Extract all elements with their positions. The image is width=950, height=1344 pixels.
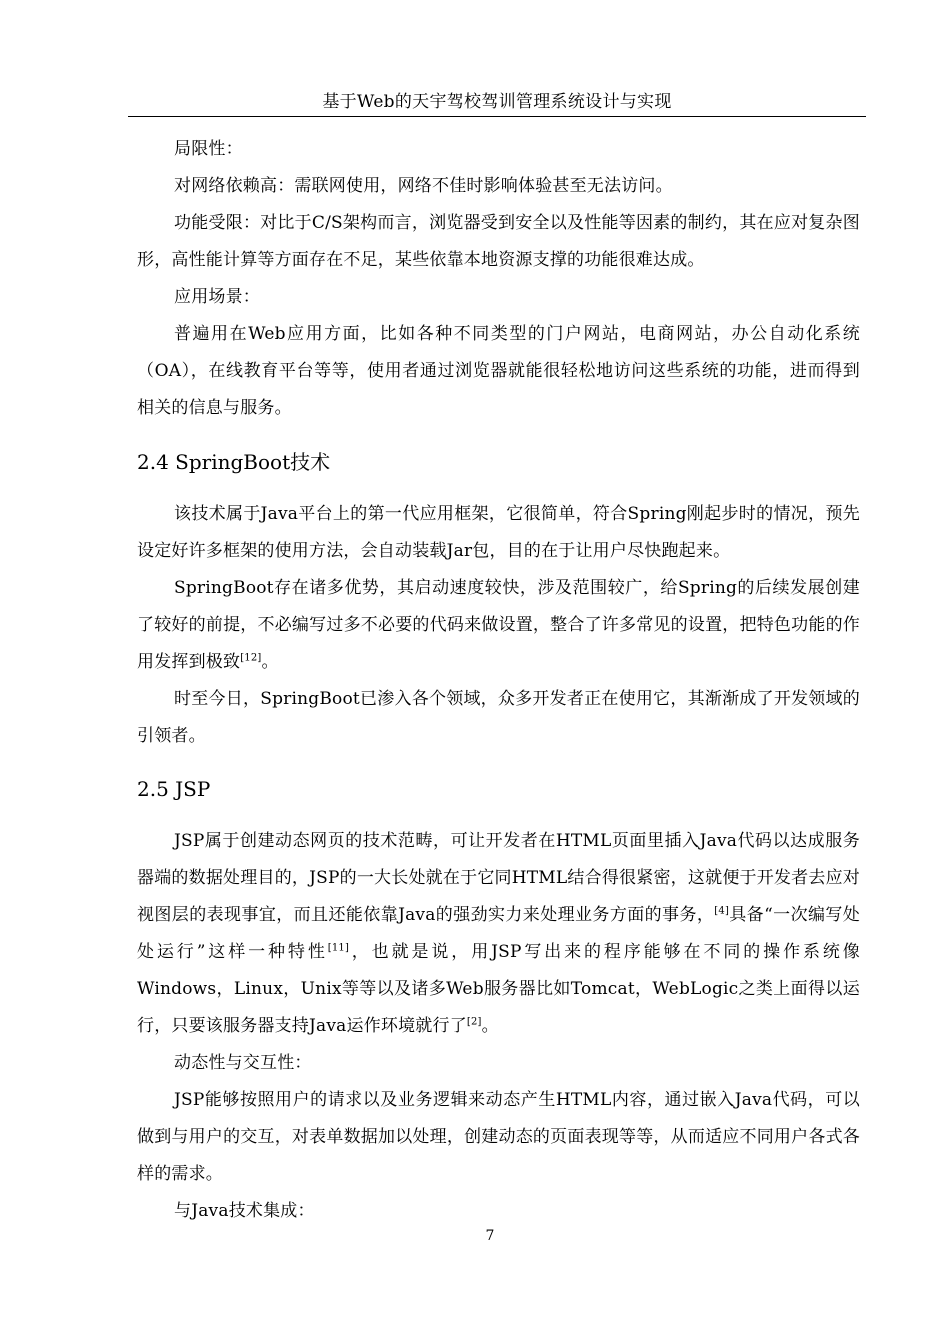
paragraph-text: ，也就是说，用JSP写出来的程序能够在不同的操作系统像Windows，Linux，Unix等等以及诸多Web服务器比如Tomcat，WebLogic之类上面得以运行，只要该服务器支持Java运作环境就行了 [137,942,860,1036]
paragraph-use-cases-label: 应用场景： [174,287,260,307]
paragraph-dynamic-label: 动态性与交互性： [174,1053,312,1073]
paragraph-jsp-intro [137,823,860,1045]
paragraph-springboot-today: 时至今日，SpringBoot已渗入各个领域，众多开发者正在使用它，其渐渐成了开发领域的引领者。 [137,689,860,746]
paragraph-dynamic-interaction: JSP能够按照用户的请求以及业务逻辑来动态产生HTML内容，通过嵌入Java代码，可以做到与用户的交互，对表单数据加以处理，创建动态的页面表现等等，从而适应不同用户各式各样的需求。 [137,1090,860,1184]
paragraph-limitations-label: 局限性： [174,139,243,159]
paragraph-text: SpringBoot存在诸多优势，其启动速度较快，涉及范围较广，给Spring的后续发展创建了较好的前提，不必编写过多不必要的代码来做设置，整合了许多常见的设置，把特色功能的作用发挥到极致 [137,578,860,672]
citation-ref: [12] [240,652,262,664]
section-heading-jsp: 2.5 JSP [137,777,211,801]
punctuation: 。 [261,652,279,672]
paragraph-springboot-intro: 该技术属于Java平台上的第一代应用框架，它很简单，符合Spring刚起步时的情况，预先设定好许多框架的使用方法，会自动装载Jar包，目的在于让用户尽快跑起来。 [137,504,860,561]
paragraph-java-integration-label: 与Java技术集成： [174,1201,315,1221]
paragraph-use-cases: 普遍用在Web应用方面，比如各种不同类型的门户网站，电商网站，办公自动化系统（OA），在线教育平台等等，使用者通过浏览器就能很轻松地访问这些系统的功能，进而得到相关的信息与服务。 [137,324,860,418]
paragraph-text: 具备“一次编写处处运行”这样一种特性 [137,905,860,962]
paragraph-network-dependency: 对网络依赖高：需联网使用，网络不佳时影响体验甚至无法访问。 [174,176,673,196]
header-rule [128,116,866,117]
page-body [137,131,860,1230]
citation-ref: [11] [327,942,350,954]
citation-ref: [4] [714,905,730,917]
running-header: 基于Web的天宇驾校驾训管理系统设计与实现 [322,92,672,112]
paragraph-feature-limits: 功能受限：对比于C/S架构而言，浏览器受到安全以及性能等因素的制约，其在应对复杂图形，高性能计算等方面存在不足，某些依靠本地资源支撑的功能很难达成。 [137,213,860,270]
punctuation: 。 [481,1016,499,1036]
section-heading-springboot: 2.4 SpringBoot技术 [137,450,331,474]
page-number: 7 [485,1228,495,1244]
paragraph-springboot-advantages [137,570,860,681]
paragraph-text: JSP属于创建动态网页的技术范畴，可让开发者在HTML页面里插入Java代码以达成服务器端的数据处理目的，JSP的一大长处就在于它同HTML结合得很紧密，这就便于开发者去应对视图层的表现事宜，而且还能依靠Java的强劲实力来处理业务方面的事务， [137,831,860,925]
citation-ref: [2] [466,1016,482,1028]
